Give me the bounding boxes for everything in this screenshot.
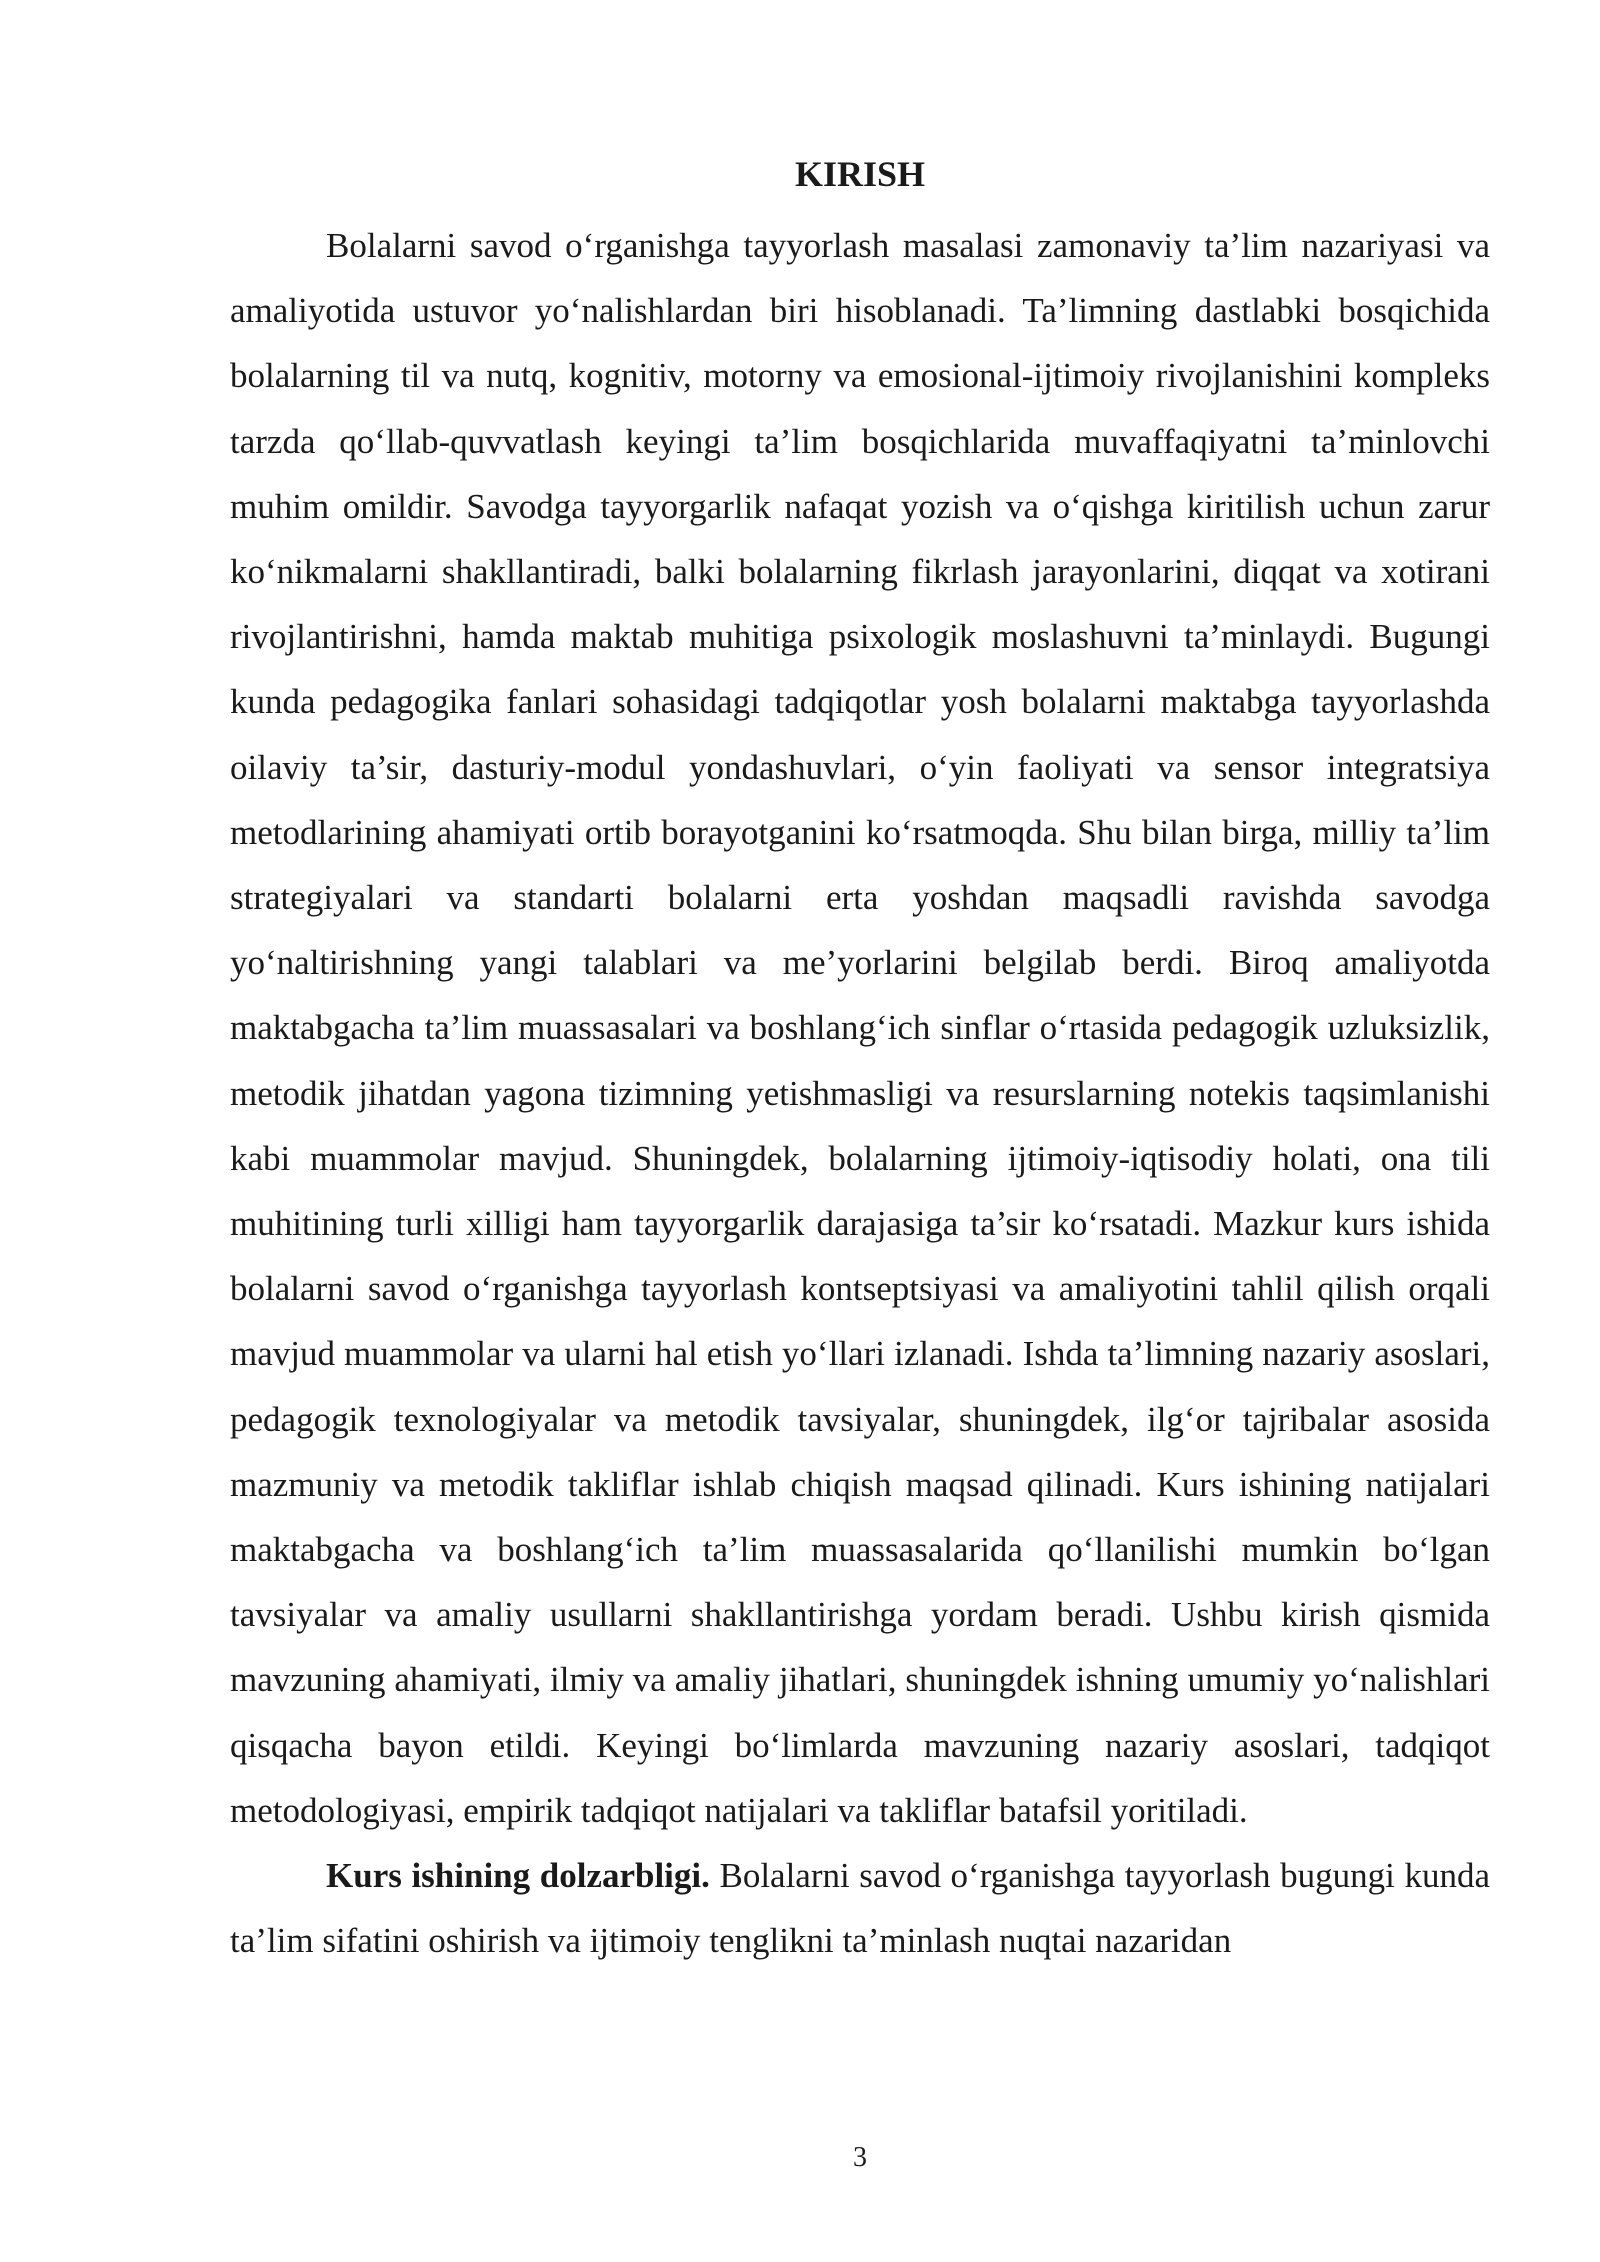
body-text — [230, 213, 1490, 1973]
paragraph-intro: Bolalarni savod o‘rganishga tayyorlash masalasi zamonaviy ta’lim nazariyasi va amaliyotida ustuvor yo‘nalishlardan biri hisoblanadi. Ta’limning dastlabki bosqichida bolalarning til va nutq, kognitiv, motorny va emosional-ijtimoiy rivojlanishini kompleks tarzda qo‘llab-quvvatlash keyingi ta’lim bosqichlarida muvaffaqiyatni ta’minlovchi muhim omildir. Savodga tayyorgarlik nafaqat yozish va o‘qishga kiritilish uchun zarur ko‘nikmalarni shakllantiradi, balki bolalarning fikrlash jarayonlarini, diqqat va xotirani rivojlantirishni, hamda maktab muhitiga psixologik moslashuvni ta’minlaydi. Bugungi kunda pedagogika fanlari sohasidagi tadqiqotlar yosh bolalarni maktabga tayyorlashda oilaviy ta’sir, dasturiy-modul yondashuvlari, o‘yin faoliyati va sensor integratsiya metodlarining ahamiyati ortib borayotganini ko‘rsatmoqda. Shu bilan birga, milliy ta’lim strategiyalari va standarti bolalarni erta yoshdan maqsadli ravishda savodga yo‘naltirishning yangi talablari va me’yorlarini belgilab berdi. Biroq amaliyotda maktabgacha ta’lim muassasalari va boshlang‘ich sinflar o‘rtasida pedagogik uzluksizlik, metodik jihatdan yagona tizimning yetishmasligi va resurslarning notekis taqsimlanishi kabi muammolar mavjud. Shuningdek, bolalarning ijtimoiy-iqtisodiy holati, ona tili muhitining turli xilligi ham tayyorgarlik darajasiga ta’sir ko‘rsatadi. Mazkur kurs ishida bolalarni savod o‘rganishga tayyorlash kontseptsiyasi va amaliyotini tahlil qilish orqali mavjud muammolar va ularni hal etish yo‘llari izlanadi. Ishda ta’limning nazariy asoslari, pedagogik texnologiyalar va metodik tavsiyalar, shuningdek, ilg‘or tajribalar asosida mazmuniy va metodik takliflar ishlab chiqish maqsad qilinadi. Kurs ishining natijalari maktabgacha va boshlang‘ich ta’lim muassasalarida qo‘llanilishi mumkin bo‘lgan tavsiyalar va amaliy usullarni shakllantirishga yordam beradi. Ushbu kirish qismida mavzuning ahamiyati, ilmiy va amaliy jihatlari, shuningdek ishning umumiy yo‘nalishlari qisqacha bayon etildi. Keyingi bo‘limlarda mavzuning nazariy asoslari, tadqiqot metodologiyasi, empirik tadqiqot natijalari va takliflar batafsil yoritiladi. — [230, 226, 1490, 1830]
paragraph-relevance — [230, 1843, 1490, 1973]
page-title: KIRISH — [794, 154, 926, 194]
page-number: 3 — [853, 2142, 867, 2173]
section-lead-heading: Kurs ishining dolzarbligi. — [326, 1856, 710, 1896]
paragraph-relevance-text: Bolalarni savod o‘rganishga tayyorlash bugungi kunda ta’lim sifatini oshirish va ijtimoiy tenglikni ta’minlash nuqtai nazaridan — [230, 1856, 1490, 1961]
